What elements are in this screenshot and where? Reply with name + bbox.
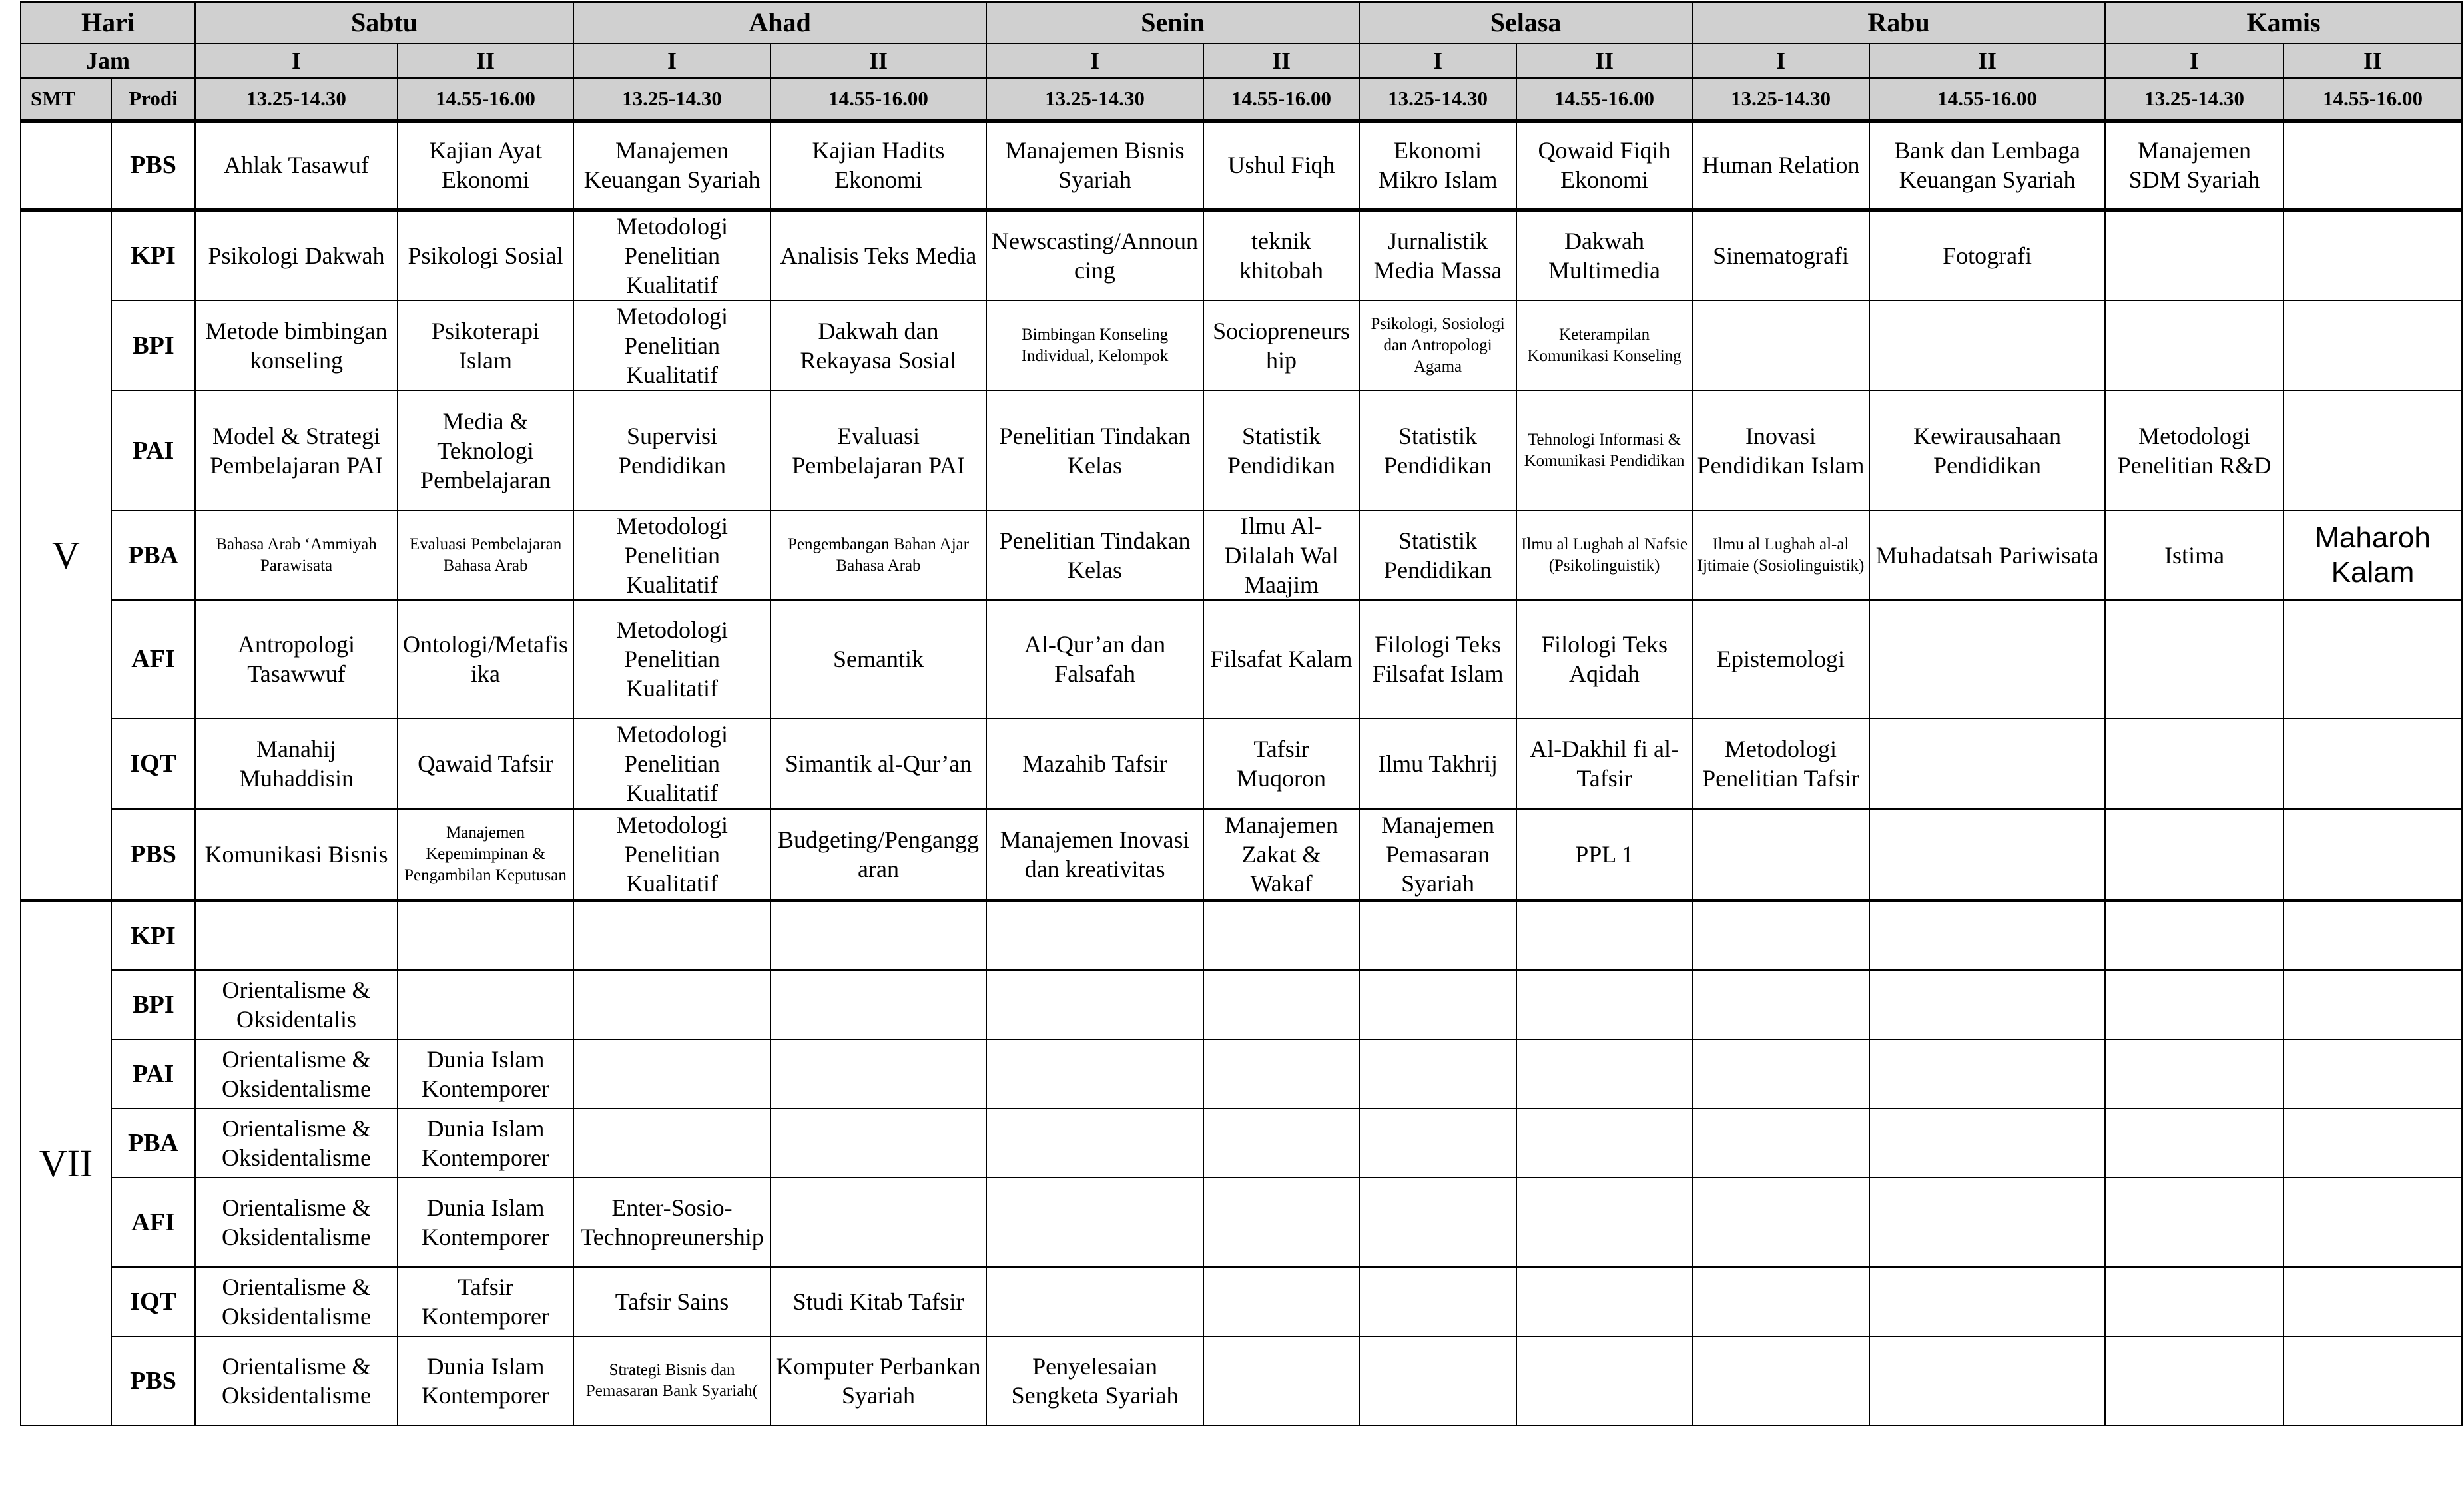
course-cell [1203,970,1359,1039]
course-cell: Strategi Bisnis dan Pemasaran Bank Syariah( [573,1336,770,1425]
course-cell: Bimbingan Konseling Individual, Kelompok [986,300,1203,391]
course-cell [1692,809,1869,901]
course-cell [1203,901,1359,970]
course-cell [2284,210,2462,300]
course-cell [2284,970,2462,1039]
course-cell [770,1178,986,1267]
course-cell [2284,1178,2462,1267]
table-row [21,809,2462,901]
course-cell [2284,600,2462,718]
prodi-cell: PBS [111,1336,195,1425]
course-cell: Tehnologi Informasi & Komunikasi Pendidikan [1516,391,1692,511]
course-cell [2105,1109,2284,1178]
prodi-cell: KPI [111,210,195,300]
course-cell [1203,1267,1359,1336]
course-cell: Psikoterapi Islam [398,300,573,391]
course-cell: Qawaid Tafsir [398,718,573,809]
course-cell: Komputer Perbankan Syariah [770,1336,986,1425]
day-header-kamis: Kamis [2105,2,2462,43]
time-header: 13.25-14.30 [986,78,1203,121]
course-cell [195,901,398,970]
course-cell: Ontologi/Metafisika [398,600,573,718]
course-cell: Dunia Islam Kontemporer [398,1178,573,1267]
course-cell [2284,1109,2462,1178]
course-cell: Filologi Teks Filsafat Islam [1359,600,1516,718]
course-cell [1869,300,2105,391]
course-cell: Kajian Ayat Ekonomi [398,121,573,210]
course-cell: Psikologi Dakwah [195,210,398,300]
day-header-rabu: Rabu [1692,2,2105,43]
course-cell: Filologi Teks Aqidah [1516,600,1692,718]
course-cell: Sociopreneurship [1203,300,1359,391]
course-cell [770,1039,986,1109]
course-cell [2284,718,2462,809]
course-cell: Manajemen Kepemimpinan & Pengambilan Keputusan [398,809,573,901]
course-cell: Ekonomi Mikro Islam [1359,121,1516,210]
course-cell: Bank dan Lembaga Keuangan Syariah [1869,121,2105,210]
course-cell: Psikologi Sosial [398,210,573,300]
table-row [21,1178,2462,1267]
time-header: 14.55-16.00 [1203,78,1359,121]
course-cell [573,901,770,970]
course-cell: Psikologi, Sosiologi dan Antropologi Agama [1359,300,1516,391]
course-cell [1692,1267,1869,1336]
prodi-cell: PBS [111,121,195,210]
course-cell: Metodologi Penelitian Kualitatif [573,210,770,300]
course-cell [2105,600,2284,718]
course-cell [1692,1039,1869,1109]
course-cell: Antropologi Tasawwuf [195,600,398,718]
prodi-cell: AFI [111,600,195,718]
course-cell: Studi Kitab Tafsir [770,1267,986,1336]
time-header: 14.55-16.00 [1869,78,2105,121]
course-cell: PPL 1 [1516,809,1692,901]
table-row [21,511,2462,600]
course-cell: Ilmu al Lughah al-al Ijtimaie (Sosiolinguistik) [1692,511,1869,600]
prodi-cell: AFI [111,1178,195,1267]
course-cell: Semantik [770,600,986,718]
time-header: 13.25-14.30 [1359,78,1516,121]
prodi-cell: PAI [111,391,195,511]
table-row [21,970,2462,1039]
table-row [21,901,2462,970]
course-cell [2105,1178,2284,1267]
course-cell [986,901,1203,970]
course-cell: Epistemologi [1692,600,1869,718]
course-cell [770,1109,986,1178]
course-cell: Al-Qur’an dan Falsafah [986,600,1203,718]
time-header: 14.55-16.00 [2284,78,2462,121]
course-cell: Pengembangan Bahan Ajar Bahasa Arab [770,511,986,600]
course-cell [1359,1039,1516,1109]
course-cell: Statistik Pendidikan [1359,391,1516,511]
table-row [21,300,2462,391]
course-cell [1203,1039,1359,1109]
course-cell: Newscasting/Announcing [986,210,1203,300]
course-cell [2105,970,2284,1039]
session-header: II [1516,43,1692,78]
course-cell: Analisis Teks Media [770,210,986,300]
prodi-cell: PAI [111,1039,195,1109]
course-cell: Filsafat Kalam [1203,600,1359,718]
course-cell: Sinematografi [1692,210,1869,300]
course-cell [1869,809,2105,901]
course-cell [770,901,986,970]
course-cell [2284,1039,2462,1109]
course-cell: Dunia Islam Kontemporer [398,1109,573,1178]
prodi-cell: BPI [111,970,195,1039]
course-cell [2284,809,2462,901]
course-cell [2105,1336,2284,1425]
course-cell: Keterampilan Komunikasi Konseling [1516,300,1692,391]
table-row [21,210,2462,300]
course-cell: Statistik Pendidikan [1203,391,1359,511]
time-header: 14.55-16.00 [398,78,573,121]
course-cell [1359,1267,1516,1336]
course-cell: Orientalisme & Oksidentalisme [195,1039,398,1109]
course-cell: Evaluasi Pembelajaran Bahasa Arab [398,511,573,600]
course-cell: Supervisi Pendidikan [573,391,770,511]
course-cell: Metodologi Penelitian Kualitatif [573,718,770,809]
table-row [21,1039,2462,1109]
course-cell [2284,1336,2462,1425]
course-cell [1203,1336,1359,1425]
course-cell [2284,1267,2462,1336]
table-row [21,391,2462,511]
time-header: 14.55-16.00 [1516,78,1692,121]
course-cell: teknik khitobah [1203,210,1359,300]
jam-header: Jam [21,43,195,78]
course-cell [2284,300,2462,391]
course-cell [1869,1267,2105,1336]
course-cell: Penelitian Tindakan Kelas [986,511,1203,600]
prodi-cell: IQT [111,1267,195,1336]
course-cell: Ushul Fiqh [1203,121,1359,210]
course-cell: Orientalisme & Oksidentalisme [195,1267,398,1336]
session-header: I [573,43,770,78]
course-cell [1869,1109,2105,1178]
session-header: I [195,43,398,78]
course-cell: Budgeting/Penganggaran [770,809,986,901]
course-cell: Model & Strategi Pembelajaran PAI [195,391,398,511]
course-cell: Tafsir Muqoron [1203,718,1359,809]
day-header-senin: Senin [986,2,1359,43]
course-cell [986,1267,1203,1336]
header-row-days [21,2,2462,43]
course-cell [1692,970,1869,1039]
table-row [21,121,2462,210]
course-cell [573,970,770,1039]
session-header: I [1692,43,1869,78]
course-cell [2284,901,2462,970]
course-cell [1692,901,1869,970]
course-cell [1203,1109,1359,1178]
course-cell: Metodologi Penelitian Kualitatif [573,300,770,391]
course-cell: Metodologi Penelitian R&D [2105,391,2284,511]
course-cell: Metode bimbingan konseling [195,300,398,391]
course-cell: Qowaid Fiqih Ekonomi [1516,121,1692,210]
course-cell: Metodologi Penelitian Tafsir [1692,718,1869,809]
course-cell [986,1109,1203,1178]
course-cell: Tafsir Kontemporer [398,1267,573,1336]
course-cell: Human Relation [1692,121,1869,210]
session-header: II [1203,43,1359,78]
course-cell: Metodologi Penelitian Kualitatif [573,511,770,600]
course-cell: Metodologi Penelitian Kualitatif [573,600,770,718]
time-header: 13.25-14.30 [195,78,398,121]
time-header: 13.25-14.30 [573,78,770,121]
course-cell [1516,1178,1692,1267]
course-cell [1692,1178,1869,1267]
session-header: II [2284,43,2462,78]
course-cell: Evaluasi Pembelajaran PAI [770,391,986,511]
course-cell [2105,1039,2284,1109]
session-header: I [1359,43,1516,78]
course-cell [573,1039,770,1109]
hari-header: Hari [21,2,195,43]
course-cell [2105,300,2284,391]
semester-cell: VII [21,901,111,1425]
course-cell: Ilmu Al-Dilalah Wal Maajim [1203,511,1359,600]
course-cell: Inovasi Pendidikan Islam [1692,391,1869,511]
course-cell: Manajemen SDM Syariah [2105,121,2284,210]
course-cell [1692,1336,1869,1425]
course-cell: Manahij Muhaddisin [195,718,398,809]
table-row [21,718,2462,809]
course-cell: Dakwah Multimedia [1516,210,1692,300]
course-cell: Orientalisme & Oksidentalis [195,970,398,1039]
course-cell [986,1178,1203,1267]
course-cell: Dunia Islam Kontemporer [398,1336,573,1425]
course-cell [398,901,573,970]
course-cell: Dakwah dan Rekayasa Sosial [770,300,986,391]
course-cell [1869,970,2105,1039]
day-header-ahad: Ahad [573,2,986,43]
session-header: II [770,43,986,78]
course-cell: Mazahib Tafsir [986,718,1203,809]
course-cell: Metodologi Penelitian Kualitatif [573,809,770,901]
course-cell: Komunikasi Bisnis [195,809,398,901]
header-row-times [21,78,2462,121]
time-header: 14.55-16.00 [770,78,986,121]
day-header-sabtu: Sabtu [195,2,573,43]
course-cell: Penelitian Tindakan Kelas [986,391,1203,511]
course-cell [1692,1109,1869,1178]
course-cell [2105,1267,2284,1336]
session-header: II [1869,43,2105,78]
session-header: I [986,43,1203,78]
course-cell [1359,1109,1516,1178]
course-cell: Kewirausahaan Pendidikan [1869,391,2105,511]
course-cell: Jurnalistik Media Massa [1359,210,1516,300]
course-cell [1869,718,2105,809]
course-cell [1516,1267,1692,1336]
course-cell: Istima [2105,511,2284,600]
session-header: I [2105,43,2284,78]
course-cell: Manajemen Bisnis Syariah [986,121,1203,210]
session-header: II [398,43,573,78]
course-cell: Manajemen Inovasi dan kreativitas [986,809,1203,901]
prodi-cell: PBA [111,511,195,600]
course-cell [1692,300,1869,391]
prodi-cell: PBA [111,1109,195,1178]
time-header: 13.25-14.30 [1692,78,1869,121]
table-row [21,1109,2462,1178]
course-cell [1516,1109,1692,1178]
course-cell: Simantik al-Qur’an [770,718,986,809]
course-cell [1516,1336,1692,1425]
course-cell: Dunia Islam Kontemporer [398,1039,573,1109]
course-cell [2284,391,2462,511]
prodi-cell: IQT [111,718,195,809]
smt-header: SMT [21,78,111,121]
course-cell: Manajemen Zakat & Wakaf [1203,809,1359,901]
course-cell [1869,600,2105,718]
course-cell [1359,1336,1516,1425]
course-cell: Fotografi [1869,210,2105,300]
schedule-table [20,1,2463,1426]
course-cell: Manajemen Pemasaran Syariah [1359,809,1516,901]
table-row [21,1336,2462,1425]
course-cell [1203,1178,1359,1267]
course-cell: Muhadatsah Pariwisata [1869,511,2105,600]
course-cell: Ilmu Takhrij [1359,718,1516,809]
course-cell: Ahlak Tasawuf [195,121,398,210]
header-row-sessions [21,43,2462,78]
course-cell [2284,121,2462,210]
course-cell: Tafsir Sains [573,1267,770,1336]
course-cell: Penyelesaian Sengketa Syariah [986,1336,1203,1425]
semester-cell [21,121,111,210]
course-cell [1869,1178,2105,1267]
course-cell: Ilmu al Lughah al Nafsie (Psikolinguistik) [1516,511,1692,600]
course-cell [986,1039,1203,1109]
course-cell: Orientalisme & Oksidentalisme [195,1109,398,1178]
prodi-cell: KPI [111,901,195,970]
day-header-selasa: Selasa [1359,2,1692,43]
course-cell [1359,901,1516,970]
course-cell [2105,718,2284,809]
course-cell [573,1109,770,1178]
course-cell [1516,901,1692,970]
course-cell: Al-Dakhil fi al-Tafsir [1516,718,1692,809]
course-cell [1359,970,1516,1039]
course-cell [770,970,986,1039]
course-cell: Enter-Sosio-Technopreunership [573,1178,770,1267]
table-row [21,600,2462,718]
time-header: 13.25-14.30 [2105,78,2284,121]
course-cell: Bahasa Arab ‘Ammiyah Parawisata [195,511,398,600]
course-cell [1869,1039,2105,1109]
course-cell [986,970,1203,1039]
course-cell: Orientalisme & Oksidentalisme [195,1178,398,1267]
course-cell [1516,970,1692,1039]
course-cell: Orientalisme & Oksidentalisme [195,1336,398,1425]
semester-cell: V [21,210,111,901]
prodi-header: Prodi [111,78,195,121]
course-cell [2105,809,2284,901]
course-cell: Statistik Pendidikan [1359,511,1516,600]
course-cell [398,970,573,1039]
course-cell: Maharoh Kalam [2284,511,2462,600]
table-row [21,1267,2462,1336]
course-cell: Media & Teknologi Pembelajaran [398,391,573,511]
course-cell [1516,1039,1692,1109]
course-cell [2105,901,2284,970]
course-cell [2105,210,2284,300]
course-cell: Manajemen Keuangan Syariah [573,121,770,210]
course-cell [1359,1178,1516,1267]
course-cell [1869,1336,2105,1425]
prodi-cell: PBS [111,809,195,901]
course-cell: Kajian Hadits Ekonomi [770,121,986,210]
course-cell [1869,901,2105,970]
prodi-cell: BPI [111,300,195,391]
